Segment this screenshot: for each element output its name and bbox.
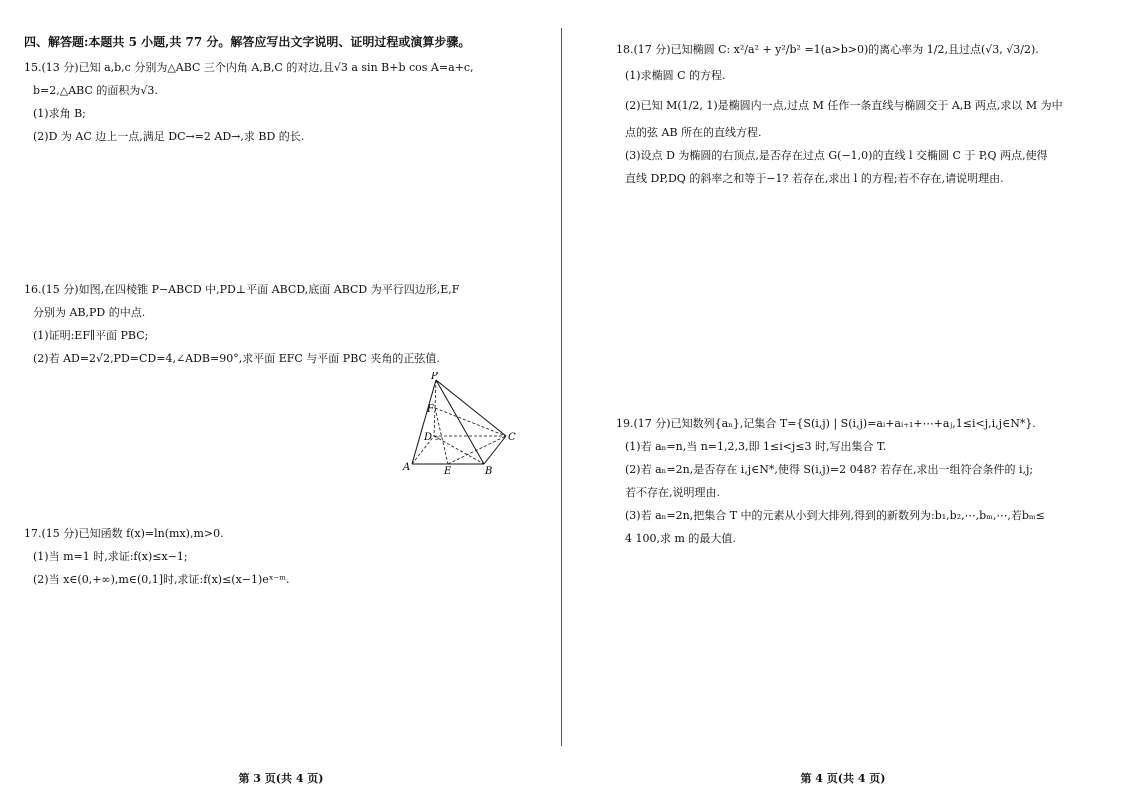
q19-line1: 19.(17 分)已知数列{aₙ},记集合 T={S(i,j) | S(i,j)=aᵢ+aᵢ₊₁+⋯+aⱼ,1≤i<j,i,j∈N*}.	[616, 417, 1036, 430]
footer-page-3: 第 3 页(共 4 页)	[238, 772, 324, 785]
q19-part2-line2: 若不存在,说明理由.	[625, 486, 720, 499]
q15-part1: (1)求角 B;	[33, 107, 86, 120]
question-17	[24, 522, 552, 591]
pyramid-figure	[398, 372, 520, 478]
right-page	[562, 0, 1124, 800]
q16-part1: (1)证明:EF∥平面 PBC;	[33, 329, 149, 342]
q15-line1: 15.(13 分)已知 a,b,c 分别为△ABC 三个内角 A,B,C 的对边,且√3 a sin B+b cos A=a+c,	[24, 61, 474, 74]
section-heading: 四、解答题:本题共 5 小题,共 77 分。解答应写出文字说明、证明过程或演算步骤。	[24, 35, 471, 49]
label-d: D	[424, 432, 433, 443]
q19-part1: (1)若 aₙ=n,当 n=1,2,3,即 1≤i<j≤3 时,写出集合 T.	[625, 440, 887, 453]
q18-part3-line2: 直线 DP,DQ 的斜率之和等于−1? 若存在,求出 l 的方程;若不存在,请说明理由.	[625, 172, 1004, 185]
pyramid-diagram	[398, 372, 520, 478]
label-f: F	[427, 404, 434, 415]
label-p: P	[431, 372, 438, 382]
q15-part2: (2)D 为 AC 边上一点,满足 DC→=2 AD→,求 BD 的长.	[33, 130, 305, 143]
q17-part2: (2)当 x∈(0,+∞),m∈(0,1]时,求证:f(x)≤(x−1)eˣ⁻ᵐ.	[33, 573, 290, 586]
q15-line2: b=2,△ABC 的面积为√3.	[33, 84, 158, 97]
q18-part1: (1)求椭圆 C 的方程.	[625, 69, 726, 82]
q17-part1: (1)当 m=1 时,求证:f(x)≤x−1;	[33, 550, 188, 563]
section-heading-block	[24, 30, 552, 54]
label-c: C	[508, 432, 516, 443]
q18-part2-line1: (2)已知 M(1/2, 1)是椭圆内一点,过点 M 任作一条直线与椭圆交于 A,B 两点,求以 M 为中	[625, 99, 1063, 112]
q16-line1: 16.(15 分)如图,在四棱锥 P−ABCD 中,PD⊥平面 ABCD,底面 ABCD 为平行四边形,E,F	[24, 283, 460, 296]
question-15	[24, 56, 552, 148]
label-b: B	[485, 466, 493, 477]
q18-part2-line2: 点的弦 AB 所在的直线方程.	[625, 126, 762, 139]
q19-part3-line1: (3)若 aₙ=2n,把集合 T 中的元素从小到大排列,得到的新数列为:b₁,b₂,⋯,bₘ,⋯,若bₘ≤	[625, 509, 1045, 522]
question-18	[616, 38, 1106, 190]
q16-part2: (2)若 AD=2√2,PD=CD=4,∠ADB=90°,求平面 EFC 与平面 PBC 夹角的正弦值.	[33, 352, 440, 365]
label-a: A	[403, 462, 411, 473]
q19-part3-line2: 4 100,求 m 的最大值.	[625, 532, 736, 545]
question-19	[616, 412, 1106, 550]
q17-line1: 17.(15 分)已知函数 f(x)=ln(mx),m>0.	[24, 527, 224, 540]
q18-line1: 18.(17 分)已知椭圆 C: x²/a² + y²/b² =1(a>b>0)的离心率为 1/2,且过点(√3, √3/2).	[616, 43, 1039, 56]
q18-part3-line1: (3)设点 D 为椭圆的右顶点,是否存在过点 G(−1,0)的直线 l 交椭圆 C 于 P,Q 两点,使得	[625, 149, 1048, 162]
q19-part2-line1: (2)若 aₙ=2n,是否存在 i,j∈N*,使得 S(i,j)=2 048? 若存在,求出一组符合条件的 i,j;	[625, 463, 1034, 476]
footer-page-4: 第 4 页(共 4 页)	[800, 772, 886, 785]
question-16	[24, 278, 552, 370]
label-e: E	[444, 466, 452, 477]
q16-line2: 分别为 AB,PD 的中点.	[33, 306, 146, 319]
